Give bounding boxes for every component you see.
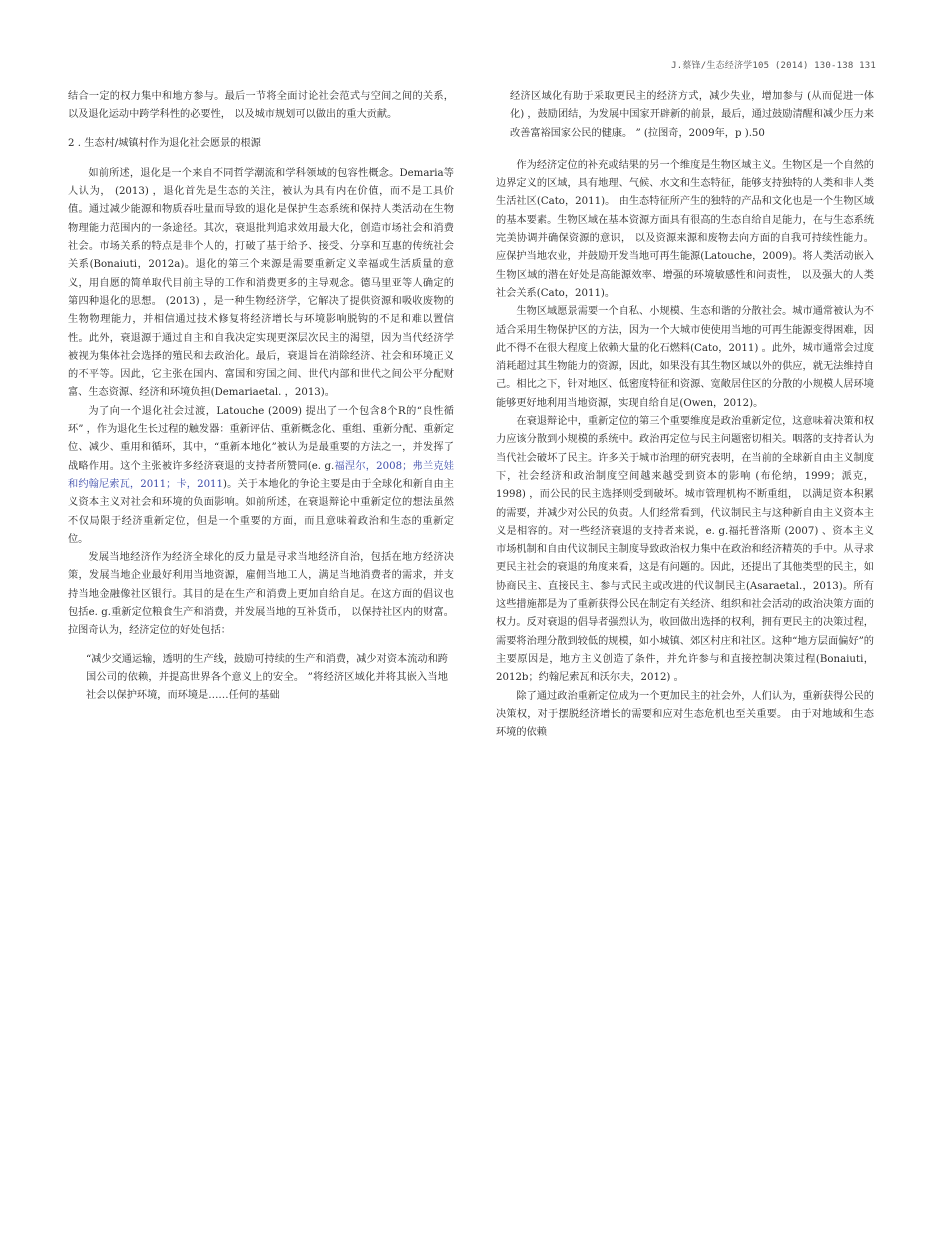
paragraph-intro-end: 结合一定的权力集中和地方参与。最后一节将全面讨论社会范式与空间之间的关系， 以及退化运动中跨学科性的必要性， 以及城市规划可以做出的重大贡献。: [68, 91, 454, 121]
paragraph-local-economy: 发展当地经济作为经济全球化的反力量是寻求当地经济自治，包括在地方经济决策，发展当地企业最好利用当地资源，雇佣当地工人，满足当地消费者的需求，并支持当地金融像社区银行。其目的是在生产和消费上更加自给自足。在这方面的倡议也包括e. g.重新定位粮食生产和消费，并发展当地的互补货币， 以保持社区内的财富。拉图奇认为，经济定位的好处包括：: [68, 552, 454, 637]
block-quote-continued: 经济区域化有助于采取更民主的经济方式，减少失业，增加参与 (从而促进一体化) ，鼓励团结，为发展中国家开辟新的前景，最后，通过鼓励清醒和减少压力来改善富裕国家公民的健康。 ” (拉图奇，2009年，p ).50: [510, 91, 874, 139]
text-run: )。关于本地化的争论主要是由于全球化和新自由主义资本主义对社会和环境的负面影响。如前所述，在衰退辩论中重新定位的想法虽然不仅局限于经济重新定位，但是一个重要的方面，而且意味着政治和生态的重新定位。: [68, 478, 454, 545]
paragraph-political-relocalization: 在衰退辩论中，重新定位的第三个重要维度是政治重新定位，这意味着决策和权力应该分散到小规模的系统中。政治再定位与民主问题密切相关。咽落的支持者认为当代社会破坏了民主。许多关于城市治理的研究表明，在当前的全球新自由主义制度下，社会经济和政治制度空间越来越受到资本的影响 (布伦纳，1999；派克，1998) ，而公民的民主选择则受到破坏。城市管理机构不断重组， 以满足资本积累的需要，并减少对公民的负责。人们经常看到，代议制民主与这种新自由主义资本主义是相容的。对一些经济衰退的支持者来说，e. g.福托普洛斯 (2007) 、资本主义市场机制和自由代议制民主制度导致政治权力集中在政治和经济精英的手中。从寻求更民主社会的衰退的角度来看，这是有问题的。因此，还提出了其他类型的民主，如协商民主、直接民主、参与式民主或改进的代议制民主(Asaraetal.，2013)。所有这些措施都是为了重新获得公民在制定有关经济、组织和社会活动的政治决策方面的权力。反对衰退的倡导者强烈认为，收回做出选择的权利，拥有更民主的决策过程，需要将治理分散到较低的规模，如小城镇、郊区村庄和社区。这种“地方层面偏好”的主要原因是，地方主义创造了条件，并允许参与和直接控制决策过程(Bonaiuti，2012b；约翰尼索瓦和沃尔夫，2012) 。: [496, 416, 874, 684]
paragraph-decision-power: 除了通过政治重新定位成为一个更加民主的社会外，人们认为，重新获得公民的决策权，对于摆脱经济增长的需要和应对生态危机也至关重要。 由于对地域和生态环境的依赖: [496, 690, 874, 739]
block-quote: “减少交通运输，透明的生产线，鼓励可持续的生产和消费，减少对资本流动和跨国公司的依赖，并提高世界各个意义上的安全。 ”将经济区域化并将其嵌入当地社会以保护环境，而环境是……任何的基础: [86, 653, 448, 702]
paragraph-bioregion-vision: 生物区域愿景需要一个自私、小规模、生态和谐的分散社会。城市通常被认为不适合采用生物保护区的方法，因为一个大城市使使用当地的可再生能源变得困难，因此不得不在很大程度上依赖大量的化石燃料(Cato，2011) 。此外，城市通常会过度消耗超过其生物能力的资源，因此，如果没有其生物区域以外的供应，就无法维持自己。相比之下，针对地区、低密度特征和资源、宽敞居住区的分散的小规模人居环境能够更好地利用当地资源，实现自给自足(Owen，2012)。: [496, 306, 874, 409]
running-head: J.蔡锋/生态经济学105 (2014) 130-138 131: [671, 61, 876, 71]
section-heading: 2 . 生态村/城镇村作为退化社会愿景的根源: [68, 137, 261, 149]
text-run: 为了向一个退化社会过渡，Latouche (2009) 提出了一个包含8个R的“良性循环” ，作为退化生长过程的触发器：重新评估、重新概念化、重组、重新分配、重新定位、减少、重用和循环，其中，“重新本地化”被认为是最重要的方法之一，并发挥了战略作用。这个主张被许多经济衰退的支持者所赞同(e. g.: [68, 405, 454, 472]
paragraph-degrowth-sources: 如前所述，退化是一个来自不同哲学潮流和学科领域的包容性概念。Demaria等人认为， (2013) ，退化首先是生态的关注，被认为具有内在价值，而不是工具价值。通过减少能源和物质吞吐量而导致的退化是保护生态系统和保持人类活动在生物物理能力范围内的一条途径。其次，衰退批判追求效用最大化，创造市场社会和消费社会。市场关系的特点是非个人的，打破了基于给予、接受、分享和互惠的传统社会关系(Bonaiuti，2012a)。退化的第三个来源是需要重新定义幸福或生活质量的意义，用自愿的简单取代目前主导的工作和消费更多的主导观念。德马里亚等人确定的第四种退化的思想。 (2013) ，是一种生物经济学，它解决了提供资源和吸收废物的生物物理能力，并相信通过技术修复将经济增长与环境影响脱钩的不足和难以置信性。此外，衰退源于通过自主和自我决定实现更深层次民主的渴望，因为当代经济学被视为集体社会选择的殖民和去政治化。最后，衰退旨在消除经济、社会和环境正义的不平等。因此，它主张在国内、富国和穷国之间、世代内部和世代之间公平分配财富、生态资源、经济和环境负担(Demariaetal. ，2013)。: [68, 167, 454, 399]
citation-link[interactable]: 福涅尔，2008；弗兰克娃和约翰尼索瓦，2011；卡，2011: [68, 460, 454, 490]
paragraph-relocalization: [68, 403, 454, 549]
paragraph-bioregionalism: 作为经济定位的补充或结果的另一个维度是生物区域主义。生物区是一个自然的边界定义的区域，具有地理、气候、水文和生态特征，能够支持独特的人类和非人类生活社区(Cato，2011)。 由生态特征所产生的独特的产品和文化也是一个生物区域的基本要素。生物区域在基本资源方面具有很高的生态自给自足能力，在与生态系统完美协调并确保资源的意识， 以及资源来源和废物去向方面的自我可持续性能力。应保护当地农业，并鼓励开发当地可再生能源(Latouche，2009)。将人类活动嵌入生物区域的潜在好处是高能源效率、增强的环境敏感性和问责性， 以及强大的人类社会关系(Cato，2011)。: [496, 159, 874, 299]
right-column: [496, 88, 874, 742]
left-column: [68, 88, 454, 706]
